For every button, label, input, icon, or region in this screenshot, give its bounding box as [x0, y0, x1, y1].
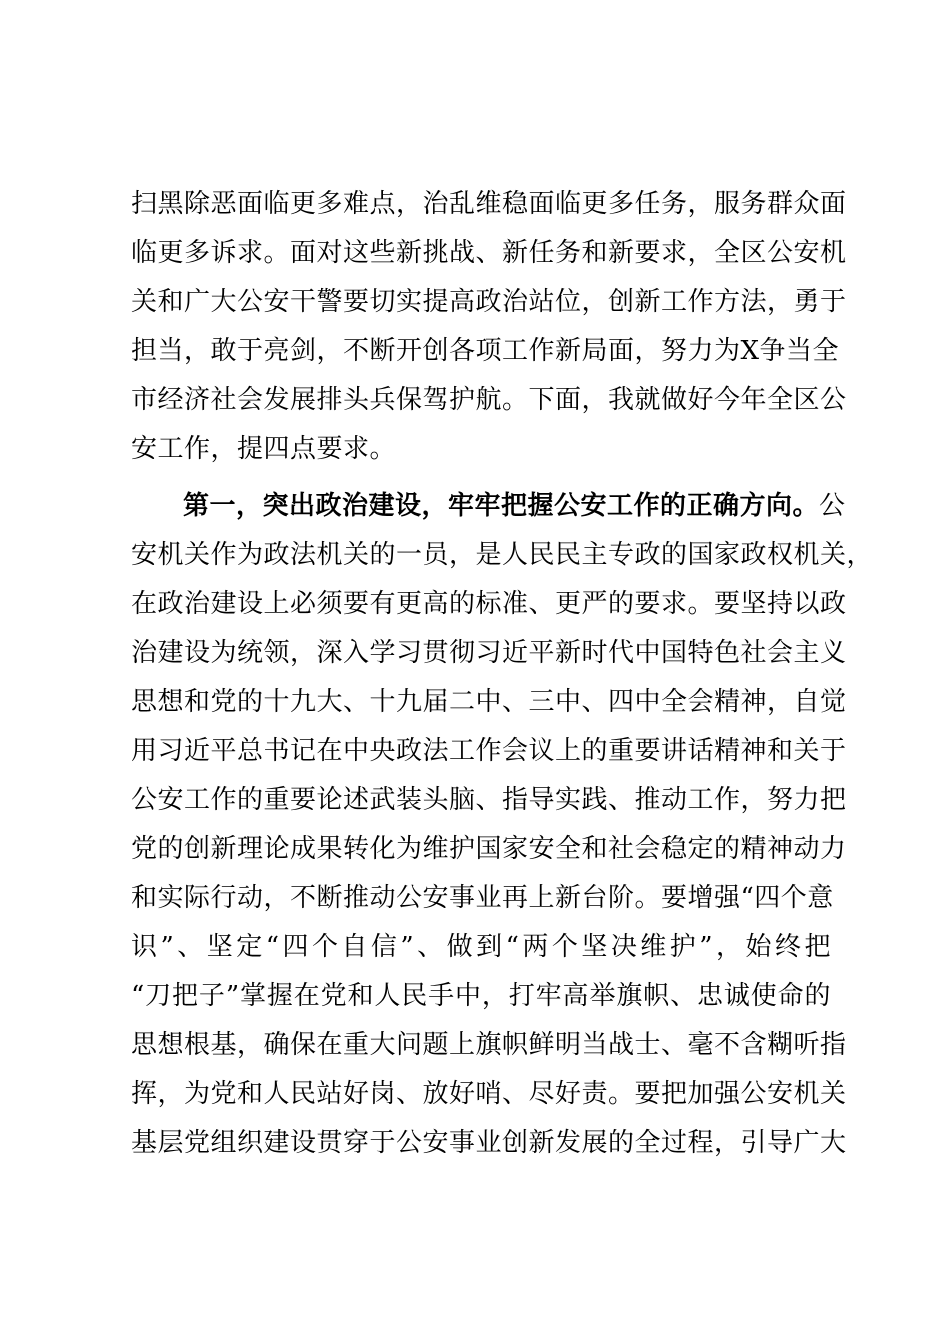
- text-line: 思想和党的十九大、十九届二中、三中、四中全会精神，自觉: [131, 687, 847, 717]
- text-line: 公安工作的重要论述武装头脑、指导实践、推动工作，努力把: [131, 785, 847, 815]
- text-line: 临更多诉求。面对这些新挑战、新任务和新要求，全区公安机: [131, 238, 847, 268]
- text-line: 担当，敢于亮剑，不断开创各项工作新局面，努力为X争当全: [131, 336, 840, 366]
- text-line: 在政治建设上必须要有更高的标准、更严的要求。要坚持以政: [131, 589, 847, 619]
- text-line: 关和广大公安干警要切实提高政治站位，创新工作方法，勇于: [131, 287, 847, 317]
- paragraph-heading: 第一，突出政治建设，牢牢把握公安工作的正确方向。: [183, 491, 820, 521]
- text-line: 扫黑除恶面临更多难点，治乱维稳面临更多任务，服务群众面: [131, 189, 847, 219]
- text-line: 治建设为统领，深入学习贯彻习近平新时代中国特色社会主义: [131, 638, 847, 668]
- text-line: 基层党组织建设贯穿于公安事业创新发展的全过程，引导广大: [131, 1128, 847, 1158]
- paragraph-continued: [131, 180, 847, 474]
- paragraph-first-point: [131, 482, 874, 1168]
- text-line: 市经济社会发展排头兵保驾护航。下面，我就做好今年全区公: [131, 385, 847, 415]
- heading-line-rest: 公: [819, 491, 846, 521]
- text-line: 思想根基，确保在重大问题上旗帜鲜明当战士、毫不含糊听指: [131, 1030, 847, 1060]
- text-line: 和实际行动，不断推动公安事业再上新台阶。要增强“四个意: [131, 883, 834, 913]
- text-line: 安工作，提四点要求。: [131, 434, 397, 464]
- text-line: “刀把子”掌握在党和人民手中，打牢高举旗帜、忠诚使命的: [131, 981, 831, 1011]
- paragraph-heading-line: [131, 482, 846, 531]
- text-line: 用习近平总书记在中央政法工作会议上的重要讲话精神和关于: [131, 736, 847, 766]
- text-line: 挥，为党和人民站好岗、放好哨、尽好责。要把加强公安机关: [131, 1079, 847, 1109]
- text-line: 安机关作为政法机关的一员，是人民民主专政的国家政权机关，: [131, 540, 874, 570]
- text-line: 识”、坚定“四个自信”、做到“两个坚决维护”，始终把: [131, 932, 831, 962]
- text-line: 党的创新理论成果转化为维护国家安全和社会稳定的精神动力: [131, 834, 847, 864]
